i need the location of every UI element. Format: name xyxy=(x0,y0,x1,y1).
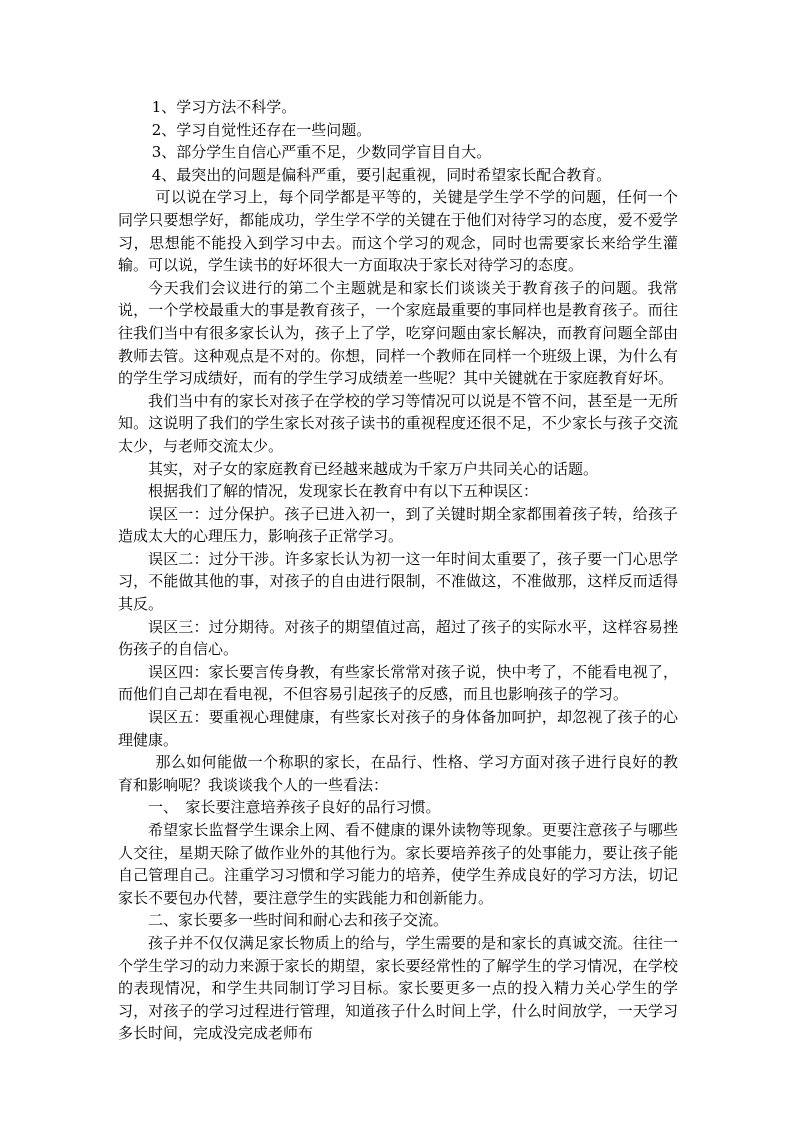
list-item-2: 2、学习自觉性还存在一些问题。 xyxy=(151,120,372,139)
paragraph-family-education: 其实，对子女的家庭教育已经越来越成为千家万户共同关心的话题。 xyxy=(148,459,599,478)
paragraph-how-to-be-parent: 那么如何能做一个称职的家长，在品行、性格、学习方面对孩子进行良好的教育和影响呢？我谈谈我个人的一些看法： xyxy=(118,753,678,794)
heading-point-2: 二、家长要多一些时间和耐心去和孩子交流。 xyxy=(148,911,449,930)
document-body xyxy=(118,96,678,1045)
misconception-4: 误区四：家长要言传身教，有些家长常常对孩子说，快中考了，不能看电视了，而他们自己却在看电视，不但容易引起孩子的反感，而且也影响孩子的学习。 xyxy=(118,662,678,704)
misconception-3: 误区三：过分期待。对孩子的期望值过高，超过了孩子的实际水平，这样容易挫伤孩子的自信心。 xyxy=(118,617,678,659)
heading-point-1: 一、 家长要注意培养孩子良好的品行习惯。 xyxy=(148,798,441,817)
paragraph-learning-attitude: 可以说在学习上，每个同学都是平等的，关键是学生学不学的问题，任何一个同学只要想学好，都能成功，学生学不学的关键在于他们对待学习的态度，爱不爱学习，思想能不能投入到学习中去。而这个学习的观念，同时也需要家长来给学生灌输。可以说，学生读书的好坏很大一方面取决于家长对待学习的态度。 xyxy=(118,188,678,275)
paragraph-point-1-body: 希望家长监督学生课余上网、看不健康的课外读物等现象。更要注意孩子与哪些人交往，星期天除了做作业外的其他行为。家长要培养孩子的处事能力，要让孩子能自己管理自己。注重学习习惯和学习能力的培养，使学生养成良好的学习方法，切记家长不要包办代替，要注意学生的实践能力和创新能力。 xyxy=(118,821,678,907)
paragraph-five-misconceptions: 根据我们了解的情况，发现家长在教育中有以下五种误区： xyxy=(148,482,539,501)
list-item-4: 4、最突出的问题是偏科严重，要引起重视，同时希望家长配合教育。 xyxy=(151,165,612,184)
paragraph-second-topic: 今天我们会议进行的第二个主题就是和家长们谈谈关于教育孩子的问题。我常说，一个学校最重大的事是教育孩子，一个家庭最重要的事同样也是教育孩子。而往往我们当中有很多家长认为，孩子上了学，吃穿问题由家长解决，而教育问题全部由教师去管。这种观点是不对的。你想，同样一个教师在同样一个班级上课，为什么有的学生学习成绩好，而有的学生学习成绩差一些呢？其中关键就在于家庭教育好坏。 xyxy=(118,278,678,388)
misconception-1: 误区一：过分保护。孩子已进入初一，到了关键时期全家都围着孩子转，给孩子造成太大的心理压力，影响孩子正常学习。 xyxy=(118,504,678,546)
paragraph-point-2-body: 孩子并不仅仅满足家长物质上的给与，学生需要的是和家长的真诚交流。往往一个学生学习的动力来源于家长的期望，家长要经常性的了解学生的学习情况，在学校的表现情况，和学生共同制订学习目标。家长要更多一点的投入精力关心学生的学习，对孩子的学习过程进行管理，知道孩子什么时间上学，什么时间放学，一天学习多长时间，完成没完成老师布 xyxy=(118,933,678,1043)
list-item-1: 1、学习方法不科学。 xyxy=(151,98,297,116)
list-item-3: 3、部分学生自信心严重不足，少数同学盲目自大。 xyxy=(151,143,492,162)
paragraph-parents-neglect: 我们当中有的家长对孩子在学校的学习等情况可以说是不管不问，甚至是一无所知。这说明了我们的学生家长对孩子读书的重视程度还很不足，不少家长与孩子交流太少，与老师交流太少。 xyxy=(118,391,678,455)
misconception-5: 误区五：要重视心理健康，有些家长对孩子的身体备加呵护，却忽视了孩子的心理健康。 xyxy=(118,708,678,749)
misconception-2: 误区二：过分干涉。许多家长认为初一这一年时间太重要了，孩子要一门心思学习，不能做其他的事，对孩子的自由进行限制，不准做这，不准做那，这样反而适得其反。 xyxy=(118,549,678,614)
